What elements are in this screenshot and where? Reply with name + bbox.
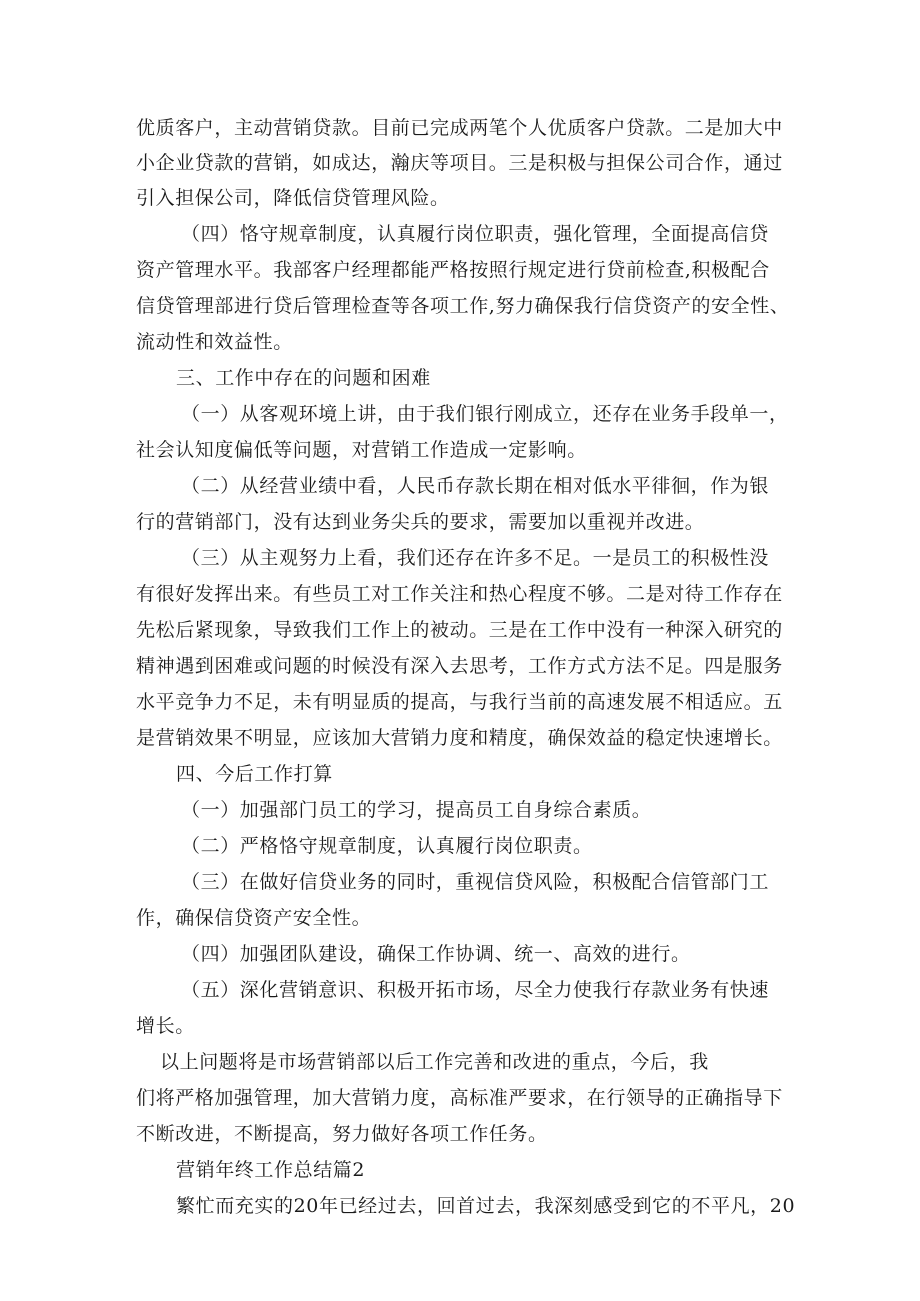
text-line: 引入担保公司，降低信贷管理风险。 <box>136 187 450 209</box>
text-line: 资产管理水平。我部客户经理都能严格按照行规定进行贷前检查,积极配合 <box>136 259 770 281</box>
text-line: 先松后紧现象，导致我们工作上的被动。三是在工作中没有一种深入研究的 <box>136 619 783 641</box>
text-line: 增长。 <box>136 1015 195 1037</box>
text-line: 社会认知度偏低等问题，对营销工作造成一定影响。 <box>136 439 587 461</box>
section-heading: 营销年终工作总结篇2 <box>176 1159 366 1181</box>
text-line: 精神遇到困难或问题的时候没有深入去思考，工作方式方法不足。四是服务 <box>136 655 783 677</box>
text-line: 流动性和效益性。 <box>136 331 293 353</box>
text-line: 小企业贷款的营销，如成达，瀚庆等项目。三是积极与担保公司合作，通过 <box>136 152 783 174</box>
text-line: 行的营销部门，没有达到业务尖兵的要求，需要加以重视并改进。 <box>136 511 705 533</box>
section-heading: 三、工作中存在的问题和困难 <box>176 367 431 389</box>
list-item: （三）在做好信贷业务的同时，重视信贷风险，积极配合信管部门工 <box>181 871 770 893</box>
list-item: （五）深化营销意识、积极开拓市场，尽全力使我行存款业务有快速 <box>181 979 770 1001</box>
paragraph-start: （三）从主观努力上看，我们还存在许多不足。一是员工的积极性没 <box>181 547 770 569</box>
text-line: 有很好发挥出来。有些员工对工作关注和热心程度不够。二是对待工作存在 <box>136 583 783 605</box>
text-line: 优质客户，主动营销贷款。目前已完成两笔个人优质客户贷款。二是加大中 <box>136 117 783 139</box>
list-item: （二）严格恪守规章制度，认真履行岗位职责。 <box>181 835 593 857</box>
text-line: 作，确保信贷资产安全性。 <box>136 907 372 929</box>
paragraph-start: （二）从经营业绩中看，人民币存款长期在相对低水平徘徊，作为银 <box>181 475 770 497</box>
text-line: 不断改进，不断提高，努力做好各项工作任务。 <box>136 1123 548 1145</box>
text-line: 水平竞争力不足，未有明显质的提高，与我行当前的高速发展不相适应。五 <box>136 691 783 713</box>
section-heading: 四、今后工作打算 <box>176 763 333 785</box>
paragraph-start: （四）恪守规章制度，认真履行岗位职责，强化管理，全面提高信贷 <box>181 223 770 245</box>
paragraph-start: （一）从客观环境上讲，由于我们银行刚成立，还存在业务手段单一， <box>181 403 789 425</box>
text-line: 信贷管理部进行贷后管理检查等各项工作,努力确保我行信贷资产的安全性、 <box>136 295 790 317</box>
list-item: （四）加强团队建设，确保工作协调、统一、高效的进行。 <box>181 943 691 965</box>
text-line: 们将严格加强管理，加大营销力度，高标准严要求，在行领导的正确指导下 <box>136 1087 783 1109</box>
text-line: 是营销效果不明显，应该加大营销力度和精度，确保效益的稳定快速增长。 <box>136 727 783 749</box>
list-item: （一）加强部门员工的学习，提高员工自身综合素质。 <box>181 799 652 821</box>
paragraph-start: 以上问题将是市场营销部以后工作完善和改进的重点，今后，我 <box>160 1051 709 1073</box>
paragraph-start: 繁忙而充实的20年已经过去，回首过去，我深刻感受到它的不平凡，20 <box>176 1195 796 1217</box>
